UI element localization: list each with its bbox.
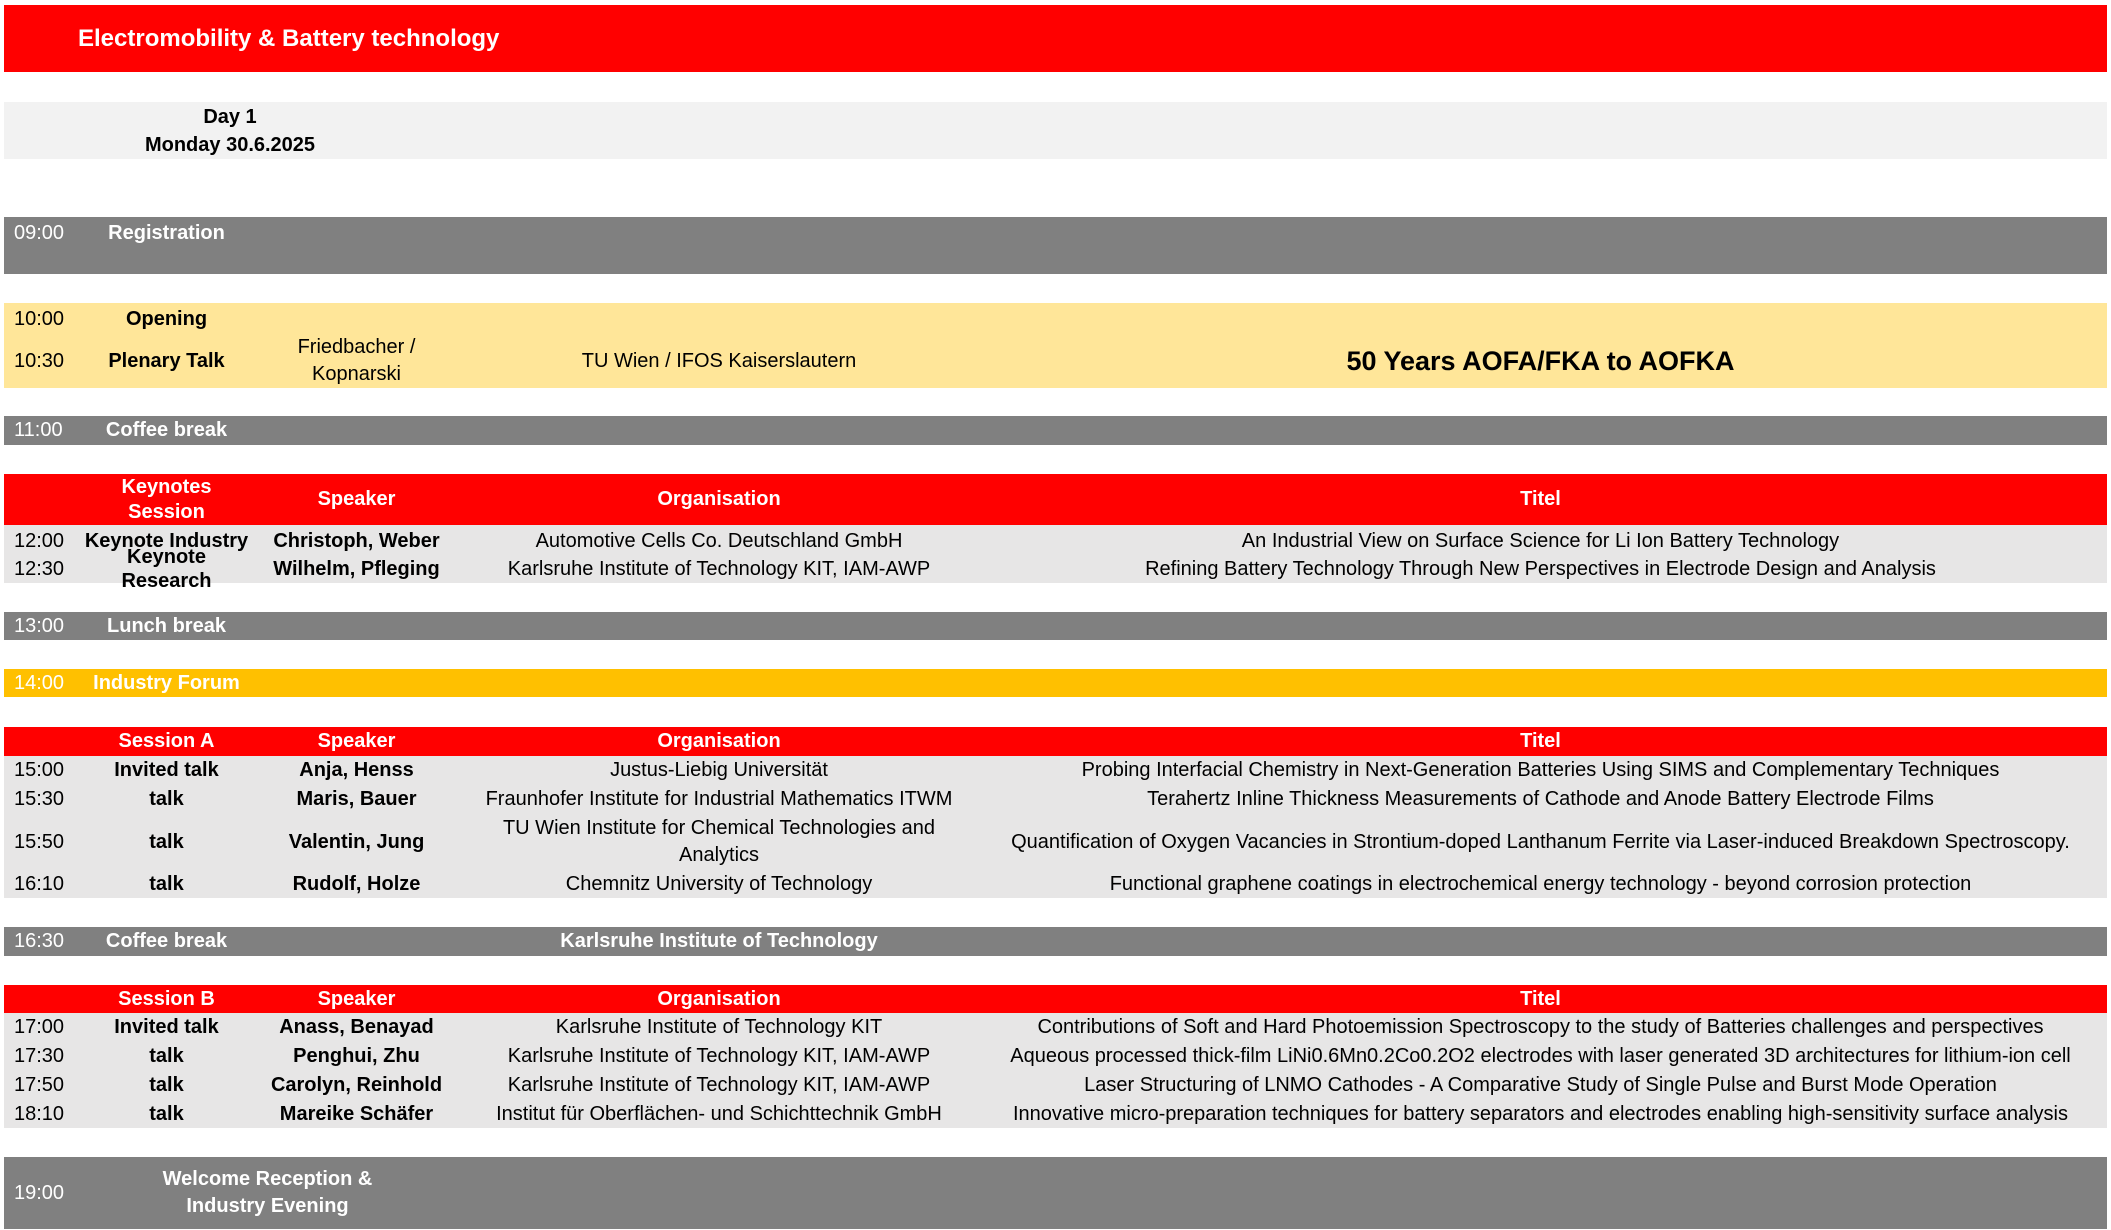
row-titel: Quantification of Oxygen Vacancies in Strontium-doped Lanthanum Ferrite via Laser-induced Breakdown Spectroscopy.	[1011, 830, 2070, 853]
row-organisation: Institut für Oberflächen- und Schichttechnik GmbH	[496, 1102, 942, 1125]
keynotes-header-titel: Titel	[1520, 488, 1561, 511]
row-titel: Refining Battery Technology Through New Perspectives in Electrode Design and Analysis	[1145, 557, 1936, 580]
opening-label: Opening	[125, 307, 208, 330]
row-organisation-line1: TU Wien Institute for Chemical Technologies and	[502, 817, 936, 840]
row-type: talk	[149, 788, 184, 811]
row-time: 15:30	[14, 788, 65, 811]
reception-label-line1: Welcome Reception &	[162, 1168, 373, 1191]
plenary-organisation: TU Wien / IFOS Kaiserslautern	[581, 349, 857, 372]
session-b-header-speaker: Speaker	[317, 987, 396, 1010]
row-titel: Probing Interfacial Chemistry in Next-Generation Batteries Using SIMS and Complementary Techniques	[1081, 759, 2000, 782]
industry-forum-bar	[4, 669, 2107, 697]
reception-label-line2: Industry Evening	[186, 1195, 349, 1218]
session-a-header-titel: Titel	[1520, 730, 1561, 753]
row-titel: Contributions of Soft and Hard Photoemission Spectroscopy to the study of Batteries challenges and perspectives	[1037, 1016, 2044, 1039]
lunch-break-label: Lunch break	[107, 614, 226, 637]
session-a-header-type: Session A	[118, 730, 215, 753]
industry-forum-time: 14:00	[14, 671, 65, 694]
day-label: Day 1	[203, 105, 257, 128]
row-speaker: Maris, Bauer	[296, 788, 417, 811]
keynotes-header-speaker: Speaker	[317, 488, 396, 511]
day-date: Monday 30.6.2025	[144, 133, 316, 156]
session-b-header-organisation: Organisation	[657, 987, 781, 1010]
row-type: talk	[149, 1045, 184, 1068]
row-titel: Terahertz Inline Thickness Measurements of Cathode and Anode Battery Electrode Films	[1147, 788, 1934, 811]
page-title: Electromobility & Battery technology	[78, 24, 500, 52]
plenary-label: Plenary Talk	[108, 349, 225, 372]
row-type: Invited talk	[114, 1016, 219, 1039]
row-type: Keynote Research	[121, 545, 212, 592]
session-b-header-titel: Titel	[1520, 987, 1561, 1010]
plenary-title: 50 Years AOFA/FKA to AOFKA	[1346, 345, 1735, 376]
row-titel: Aqueous processed thick-film LiNi0.6Mn0.2Co0.2O2 electrodes with laser generated 3D architectures for lithium-ion cell	[1010, 1045, 2071, 1068]
registration-bar	[4, 217, 2107, 274]
coffee-break-2-bar	[4, 927, 2107, 956]
row-time: 15:00	[14, 759, 65, 782]
plenary-speaker-line1: Friedbacher /	[297, 335, 416, 358]
row-type: Keynote Industry	[84, 529, 249, 552]
industry-forum-label: Industry Forum	[93, 671, 240, 694]
row-time: 15:50	[14, 830, 65, 853]
row-time: 12:00	[14, 529, 65, 552]
row-speaker: Anass, Benayad	[279, 1016, 434, 1039]
row-organisation: Justus-Liebig Universität	[610, 759, 828, 782]
row-speaker: Penghui, Zhu	[293, 1045, 420, 1068]
plenary-time: 10:30	[14, 349, 65, 372]
session-a-header-speaker: Speaker	[317, 730, 396, 753]
coffee-break-bar	[4, 416, 2107, 445]
row-titel: Laser Structuring of LNMO Cathodes - A Comparative Study of Single Pulse and Burst Mode Operation	[1084, 1074, 1997, 1097]
registration-label: Registration	[108, 221, 225, 244]
lunch-break-time: 13:00	[14, 614, 65, 637]
row-organisation: Karlsruhe Institute of Technology KIT	[555, 1016, 883, 1039]
row-type: talk	[149, 872, 184, 895]
row-organisation: Automotive Cells Co. Deutschland GmbH	[535, 529, 903, 552]
keynotes-header-type: Keynotes Session	[121, 476, 212, 523]
plenary-speaker-line2: Kopnarski	[312, 362, 401, 385]
row-time: 16:10	[14, 872, 65, 895]
row-type: talk	[149, 1074, 184, 1097]
row-organisation: Karlsruhe Institute of Technology KIT, IAM-AWP	[507, 557, 931, 580]
row-speaker: Wilhelm, Pfleging	[273, 557, 440, 580]
row-speaker: Carolyn, Reinhold	[270, 1074, 443, 1097]
row-time: 17:00	[14, 1016, 65, 1039]
row-speaker: Valentin, Jung	[288, 830, 425, 853]
row-type: talk	[149, 1102, 184, 1125]
coffee-break-2-time: 16:30	[14, 930, 65, 953]
reception-time: 19:00	[14, 1181, 65, 1204]
row-time: 12:30	[14, 557, 65, 580]
registration-time: 09:00	[14, 221, 65, 244]
row-organisation: Karlsruhe Institute of Technology KIT, IAM-AWP	[507, 1045, 931, 1068]
opening-time: 10:00	[14, 307, 65, 330]
row-organisation: Chemnitz University of Technology	[565, 872, 873, 895]
row-speaker: Christoph, Weber	[273, 529, 440, 552]
keynotes-header-organisation: Organisation	[657, 488, 781, 511]
row-type: talk	[149, 830, 184, 853]
row-speaker: Anja, Henss	[299, 759, 414, 782]
session-b-header-type: Session B	[118, 987, 215, 1010]
coffee-break-2-organisation: Karlsruhe Institute of Technology	[560, 930, 878, 953]
row-organisation: Fraunhofer Institute for Industrial Mathematics ITWM	[485, 788, 953, 811]
row-titel: Functional graphene coatings in electrochemical energy technology - beyond corrosion protection	[1109, 872, 1972, 895]
row-time: 18:10	[14, 1102, 65, 1125]
row-organisation: Karlsruhe Institute of Technology KIT, IAM-AWP	[507, 1074, 931, 1097]
row-speaker: Rudolf, Holze	[292, 872, 421, 895]
row-time: 17:30	[14, 1045, 65, 1068]
row-titel: Innovative micro-preparation techniques for battery separators and electrodes enabling high-sensitivity surface analysis	[1012, 1102, 2068, 1125]
coffee-break-label: Coffee break	[105, 419, 228, 442]
session-a-header-organisation: Organisation	[657, 730, 781, 753]
row-time: 17:50	[14, 1074, 65, 1097]
coffee-break-time: 11:00	[14, 419, 63, 442]
coffee-break-2-label: Coffee break	[105, 930, 228, 953]
lunch-break-bar	[4, 612, 2107, 640]
row-type: Invited talk	[114, 759, 219, 782]
row-organisation-line2: Analytics	[678, 844, 760, 867]
row-speaker: Mareike Schäfer	[279, 1102, 434, 1125]
row-titel: An Industrial View on Surface Science for Li Ion Battery Technology	[1241, 529, 1840, 552]
